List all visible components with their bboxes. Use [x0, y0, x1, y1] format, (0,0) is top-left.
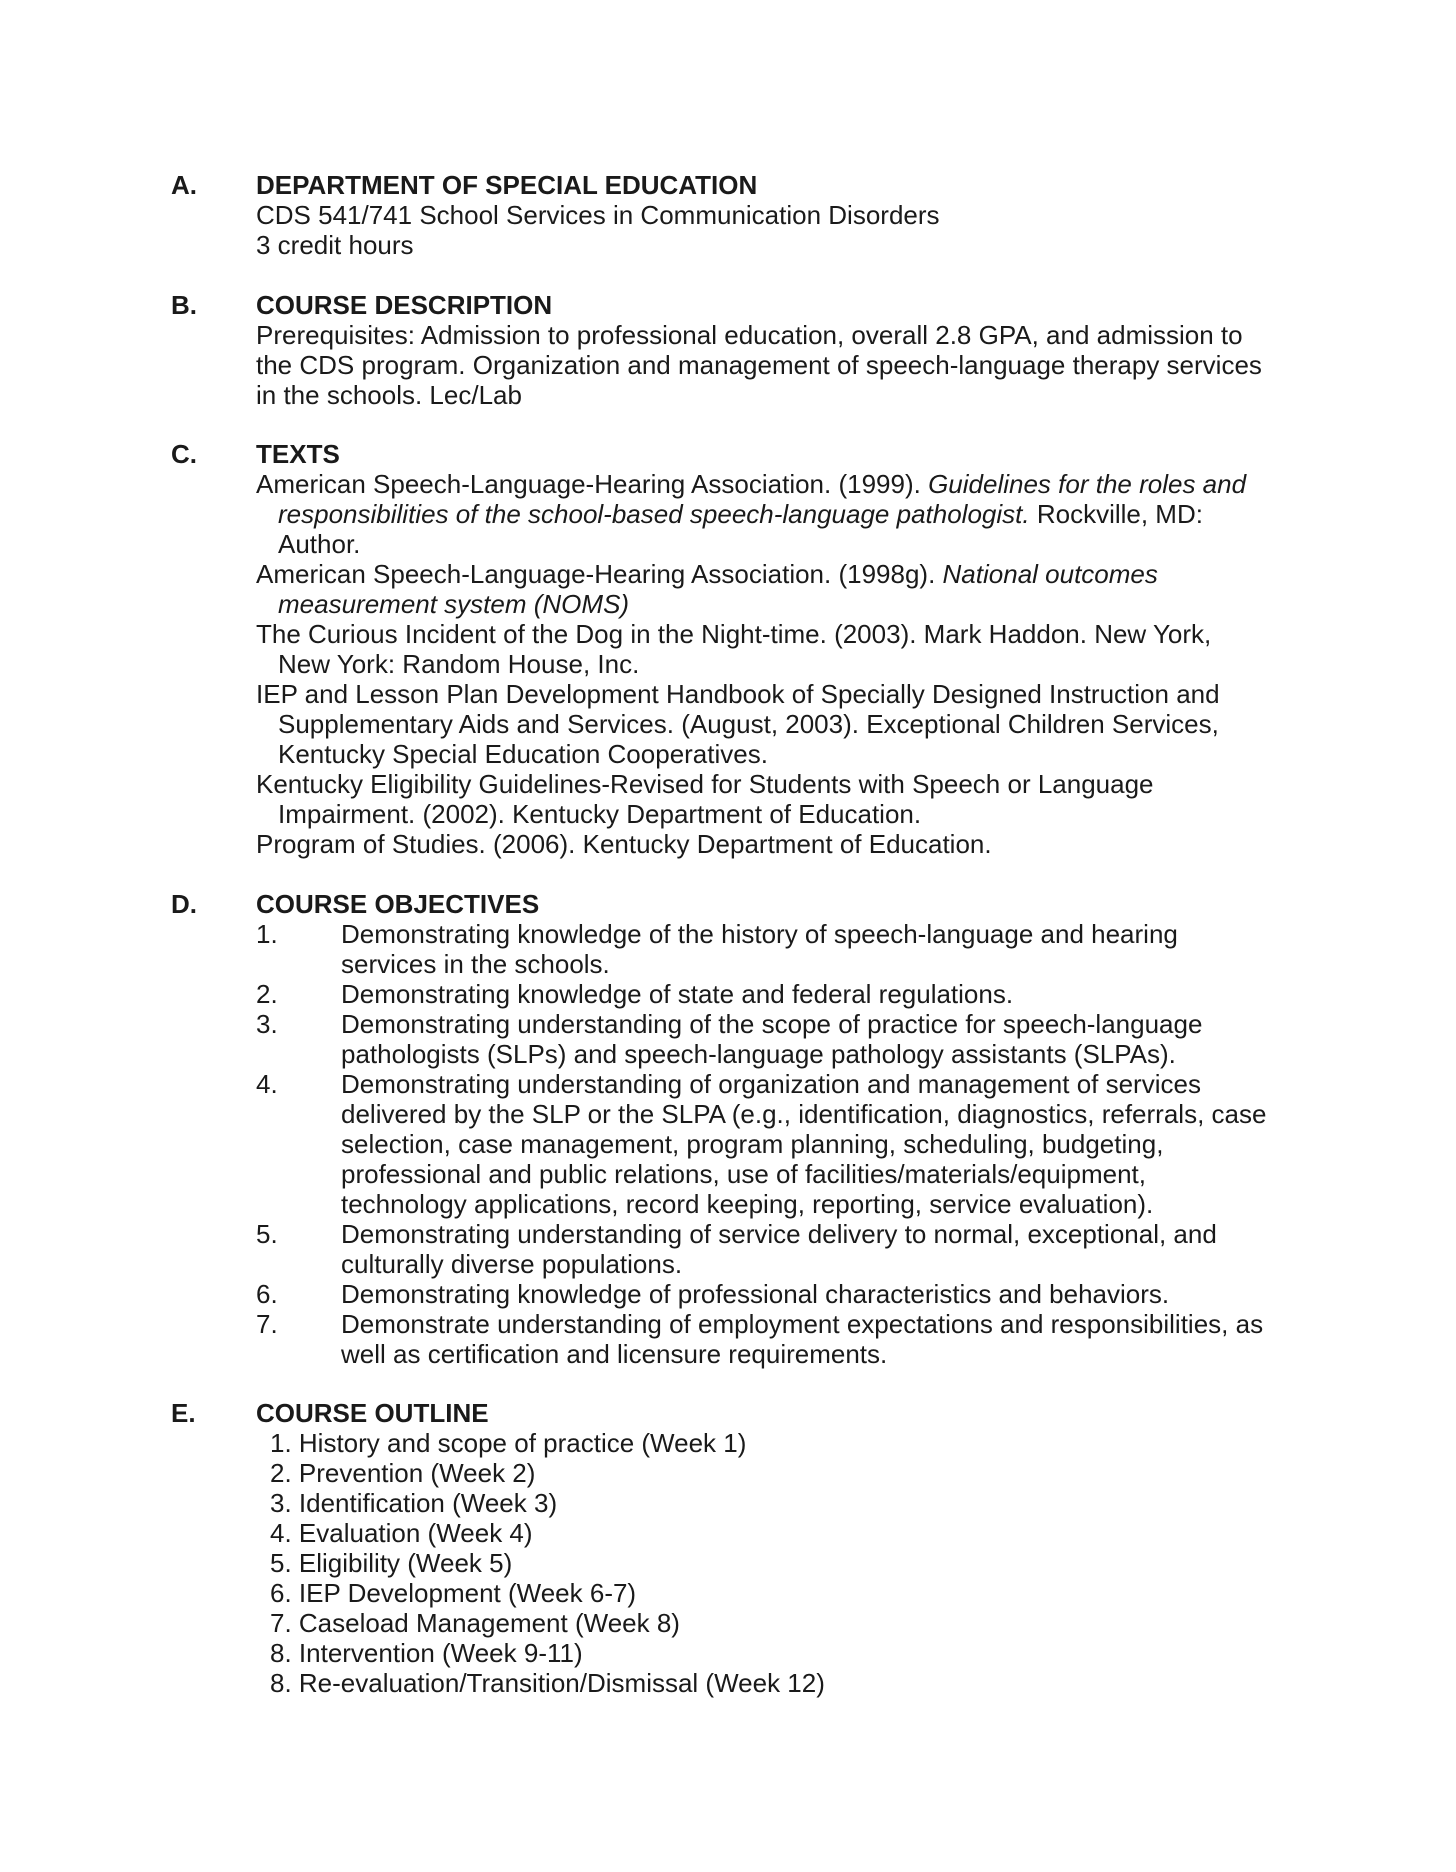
course-outline-list [256, 1428, 1296, 1698]
objective-line: Demonstrate understanding of employment expectations and responsibilities, as [341, 1309, 1264, 1339]
objective-item [256, 1309, 1296, 1369]
objective-line: delivered by the SLP or the SLPA (e.g., identification, diagnostics, referrals, case [341, 1099, 1267, 1129]
objective-line: culturally diverse populations. [341, 1249, 683, 1279]
objective-line: services in the schools. [341, 949, 610, 979]
outline-item: 8. Re-evaluation/Transition/Dismissal (Week 12) [270, 1668, 825, 1698]
reference-line: Kentucky Special Education Cooperatives. [278, 739, 768, 769]
outline-item: 6. IEP Development (Week 6-7) [270, 1578, 637, 1608]
reference-line [256, 469, 1296, 499]
section-heading: COURSE OBJECTIVES [256, 889, 540, 919]
objective-line: selection, case management, program planning, scheduling, budgeting, [341, 1129, 1164, 1159]
reference-line [256, 589, 1296, 619]
outline-item: 8. Intervention (Week 9-11) [270, 1638, 583, 1668]
description-line: in the schools. Lec/Lab [256, 380, 522, 410]
reference-text: American Speech-Language-Hearing Association. (1999). [256, 469, 929, 499]
objective-item [256, 979, 1296, 1009]
objective-item [256, 1279, 1296, 1309]
reference-title: measurement system (NOMS) [278, 589, 630, 619]
objective-item [256, 1009, 1296, 1069]
reference-title: National outcomes [942, 559, 1158, 589]
objective-line: technology applications, record keeping, reporting, service evaluation). [341, 1189, 1154, 1219]
outline-item: 7. Caseload Management (Week 8) [270, 1608, 680, 1638]
reference-line: Author. [278, 529, 361, 559]
course-title: CDS 541/741 School Services in Communication Disorders [256, 200, 940, 230]
objective-number: 7. [256, 1309, 278, 1339]
description-line: the CDS program. Organization and management of speech-language therapy services [256, 350, 1262, 380]
objective-line: Demonstrating understanding of organization and management of services [341, 1069, 1201, 1099]
reference-item [256, 559, 1296, 619]
section-heading: TEXTS [256, 439, 340, 469]
reference-item [256, 829, 1296, 859]
objective-line: Demonstrating knowledge of state and federal regulations. [341, 979, 1014, 1009]
reference-line: The Curious Incident of the Dog in the Night-time. (2003). Mark Haddon. New York, [256, 619, 1212, 649]
reference-line [256, 499, 1296, 529]
section-a-body [256, 170, 1296, 260]
section-letter: E. [171, 1398, 196, 1428]
objective-line: Demonstrating knowledge of the history of speech-language and hearing [341, 919, 1178, 949]
reference-text: Rockville, MD: [1029, 499, 1203, 529]
objective-line: professional and public relations, use of facilities/materials/equipment, [341, 1159, 1146, 1189]
objective-item [256, 1219, 1296, 1279]
reference-title: responsibilities of the school-based speech-language pathologist. [278, 499, 1030, 529]
outline-item: 2. Prevention (Week 2) [270, 1458, 536, 1488]
objective-number: 1. [256, 919, 278, 949]
reference-line: New York: Random House, Inc. [278, 649, 640, 679]
objective-number: 6. [256, 1279, 278, 1309]
reference-item [256, 469, 1296, 559]
reference-line: Impairment. (2002). Kentucky Department of Education. [278, 799, 922, 829]
reference-line: Kentucky Eligibility Guidelines-Revised for Students with Speech or Language [256, 769, 1154, 799]
section-letter: C. [171, 439, 197, 469]
objective-line: pathologists (SLPs) and speech-language pathology assistants (SLPAs). [341, 1039, 1176, 1069]
section-letter: B. [171, 290, 197, 320]
reference-item [256, 619, 1296, 679]
section-letter: D. [171, 889, 197, 919]
reference-item [256, 769, 1296, 829]
outline-item: 1. History and scope of practice (Week 1) [270, 1428, 747, 1458]
objective-line: Demonstrating understanding of the scope of practice for speech-language [341, 1009, 1203, 1039]
section-heading: COURSE DESCRIPTION [256, 290, 553, 320]
reference-item [256, 679, 1296, 769]
objective-number: 2. [256, 979, 278, 1009]
reference-line: Supplementary Aids and Services. (August, 2003). Exceptional Children Services, [278, 709, 1219, 739]
objective-line: well as certification and licensure requirements. [341, 1339, 888, 1369]
objective-number: 5. [256, 1219, 278, 1249]
objective-line: Demonstrating understanding of service delivery to normal, exceptional, and [341, 1219, 1217, 1249]
reference-text: American Speech-Language-Hearing Association. (1998g). [256, 559, 943, 589]
section-letter: A. [171, 170, 197, 200]
objective-line: Demonstrating knowledge of professional characteristics and behaviors. [341, 1279, 1170, 1309]
outline-item: 3. Identification (Week 3) [270, 1488, 558, 1518]
section-c-body [256, 439, 1296, 859]
reference-line: Program of Studies. (2006). Kentucky Department of Education. [256, 829, 992, 859]
section-e-body [256, 1398, 1296, 1698]
objective-item [256, 1069, 1296, 1219]
description-line: Prerequisites: Admission to professional education, overall 2.8 GPA, and admission to [256, 320, 1243, 350]
reference-line [256, 559, 1296, 589]
reference-line: IEP and Lesson Plan Development Handbook of Specially Designed Instruction and [256, 679, 1220, 709]
objective-item [256, 919, 1296, 979]
section-heading: COURSE OUTLINE [256, 1398, 489, 1428]
credit-hours: 3 credit hours [256, 230, 414, 260]
objective-number: 3. [256, 1009, 278, 1039]
reference-title: Guidelines for the roles and [928, 469, 1247, 499]
outline-item: 4. Evaluation (Week 4) [270, 1518, 533, 1548]
objective-number: 4. [256, 1069, 278, 1099]
outline-item: 5. Eligibility (Week 5) [270, 1548, 513, 1578]
section-d-body [256, 889, 1296, 1369]
section-heading: DEPARTMENT OF SPECIAL EDUCATION [256, 170, 758, 200]
section-b-body [256, 290, 1296, 410]
